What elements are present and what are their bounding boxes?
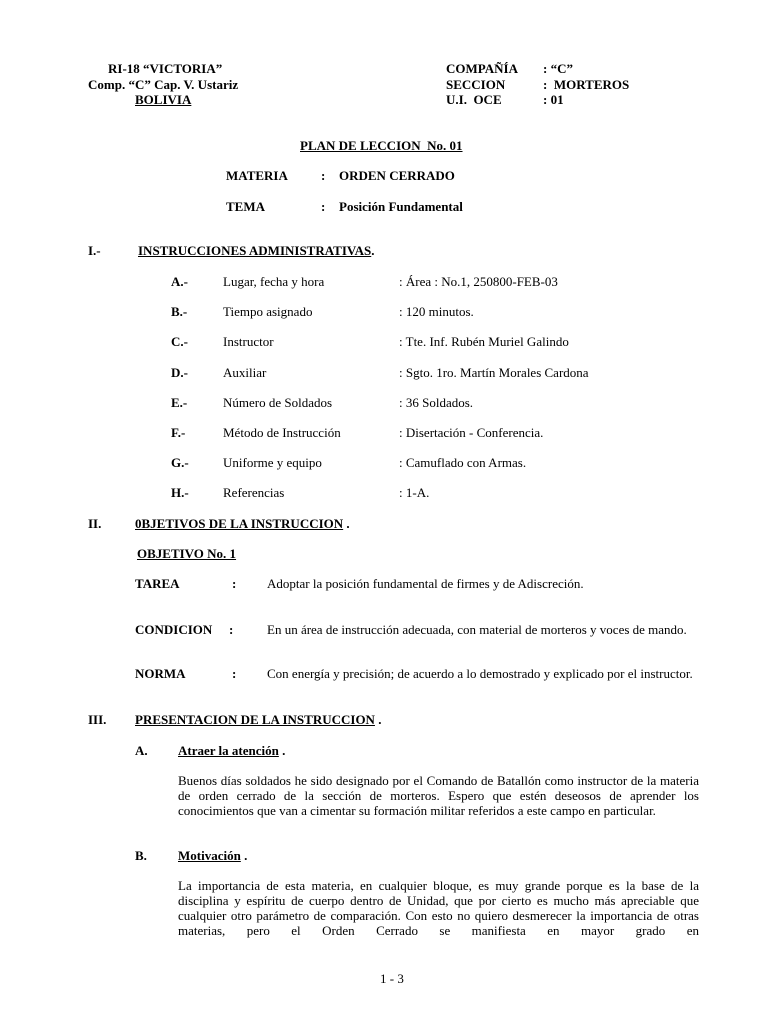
sub-a-letter: A. bbox=[135, 743, 148, 758]
company-label: COMPAÑÍA bbox=[446, 61, 518, 76]
sub-a-paragraph: Buenos días soldados he sido designado por el Comando de Batallón como instructor de la materia de orden cerrado de la sección de morteros. Espero que estén deseosos de aprender los conocimientos que van a cimentar su formación militar referidos a este campo en particular. bbox=[178, 773, 699, 818]
admin-item-letter: D.- bbox=[171, 365, 188, 380]
section2-heading: 0BJETIVOS DE LA INSTRUCCION . bbox=[135, 516, 350, 531]
admin-item-value: : Camuflado con Armas. bbox=[399, 455, 527, 470]
materia-value: ORDEN CERRADO bbox=[339, 168, 455, 183]
tema-sep: : bbox=[321, 199, 326, 214]
admin-item-label: Tiempo asignado bbox=[223, 304, 313, 319]
ui-label: U.I. OCE bbox=[446, 92, 502, 107]
admin-item-label: Uniforme y equipo bbox=[223, 455, 322, 470]
section2-number: II. bbox=[88, 516, 102, 531]
admin-item-letter: E.- bbox=[171, 395, 188, 410]
admin-item-label: Método de Instrucción bbox=[223, 425, 341, 440]
materia-label: MATERIA bbox=[226, 168, 288, 183]
sub-b-letter: B. bbox=[135, 848, 147, 863]
admin-item-value: : Área : No.1, 250800-FEB-03 bbox=[399, 274, 558, 289]
condicion-text: En un área de instrucción adecuada, con material de morteros y voces de mando. bbox=[267, 622, 687, 637]
admin-item-value: : Disertación - Conferencia. bbox=[399, 425, 544, 440]
admin-item-value: : Sgto. 1ro. Martín Morales Cardona bbox=[399, 365, 589, 380]
admin-item-value: : 1-A. bbox=[399, 485, 430, 500]
condicion-sep: : bbox=[229, 622, 234, 637]
admin-item-label: Referencias bbox=[223, 485, 285, 500]
norma-sep: : bbox=[232, 666, 237, 681]
condicion-label: CONDICION bbox=[135, 622, 213, 637]
admin-item-letter: F.- bbox=[171, 425, 186, 440]
sub-a-heading: Atraer la atención . bbox=[178, 743, 286, 758]
unit-name: RI-18 “VICTORIA” bbox=[108, 61, 223, 76]
admin-item-label: Número de Soldados bbox=[223, 395, 333, 410]
admin-item-letter: G.- bbox=[171, 455, 189, 470]
materia-sep: : bbox=[321, 168, 326, 183]
tarea-label: TAREA bbox=[135, 576, 180, 591]
admin-item-label: Lugar, fecha y hora bbox=[223, 274, 325, 289]
sub-b-paragraph: La importancia de esta materia, en cualquier bloque, es muy grande porque es la base de la disciplina y espíritu de cuerpo dentro de Unidad, que por cierto es mucho más apreciable que cualquier otro parámetro de comparación. Con esto no quiero desmerecer la importancia de otras materias, pero el Orden Cerrado se manifiesta en mayor grado en bbox=[178, 878, 699, 938]
page-number: 1 - 3 bbox=[380, 971, 404, 986]
sub-b-heading: Motivación . bbox=[178, 848, 248, 863]
admin-item-letter: C.- bbox=[171, 334, 188, 349]
admin-item-label: Auxiliar bbox=[223, 365, 267, 380]
section1-heading-text: INSTRUCCIONES ADMINISTRATIVAS bbox=[138, 243, 372, 258]
admin-item-value: : 36 Soldados. bbox=[399, 395, 474, 410]
tema-value: Posición Fundamental bbox=[339, 199, 463, 214]
section2-heading-text: 0BJETIVOS DE LA INSTRUCCION bbox=[135, 516, 344, 531]
sub-a-heading-text: Atraer la atención bbox=[178, 743, 279, 758]
section3-heading: PRESENTACION DE LA INSTRUCCION . bbox=[135, 712, 382, 727]
admin-item-value: : Tte. Inf. Rubén Muriel Galindo bbox=[399, 334, 569, 349]
country: BOLIVIA bbox=[135, 92, 192, 107]
admin-item-letter: A.- bbox=[171, 274, 188, 289]
company-commander: Comp. “C” Cap. V. Ustariz bbox=[88, 77, 239, 92]
section-label: SECCION bbox=[446, 77, 506, 92]
norma-label: NORMA bbox=[135, 666, 186, 681]
page-title: PLAN DE LECCION No. 01 bbox=[300, 138, 463, 153]
section1-number: I.- bbox=[88, 243, 101, 258]
norma-text: Con energía y precisión; de acuerdo a lo demostrado y explicado por el instructor. bbox=[267, 666, 693, 681]
tarea-sep: : bbox=[232, 576, 237, 591]
admin-item-letter: B.- bbox=[171, 304, 188, 319]
section-value: : MORTEROS bbox=[543, 77, 630, 92]
objective-title: OBJETIVO No. 1 bbox=[137, 546, 237, 561]
company-value: : “C” bbox=[543, 61, 573, 76]
tema-label: TEMA bbox=[226, 199, 265, 214]
ui-value: : 01 bbox=[543, 92, 564, 107]
admin-item-value: : 120 minutos. bbox=[399, 304, 474, 319]
admin-item-letter: H.- bbox=[171, 485, 189, 500]
section3-number: III. bbox=[88, 712, 107, 727]
section1-heading: INSTRUCCIONES ADMINISTRATIVAS. bbox=[138, 243, 375, 258]
tarea-text: Adoptar la posición fundamental de firmes y de Adiscreción. bbox=[267, 576, 584, 591]
admin-item-label: Instructor bbox=[223, 334, 274, 349]
sub-b-heading-text: Motivación bbox=[178, 848, 241, 863]
section3-heading-text: PRESENTACION DE LA INSTRUCCION bbox=[135, 712, 375, 727]
